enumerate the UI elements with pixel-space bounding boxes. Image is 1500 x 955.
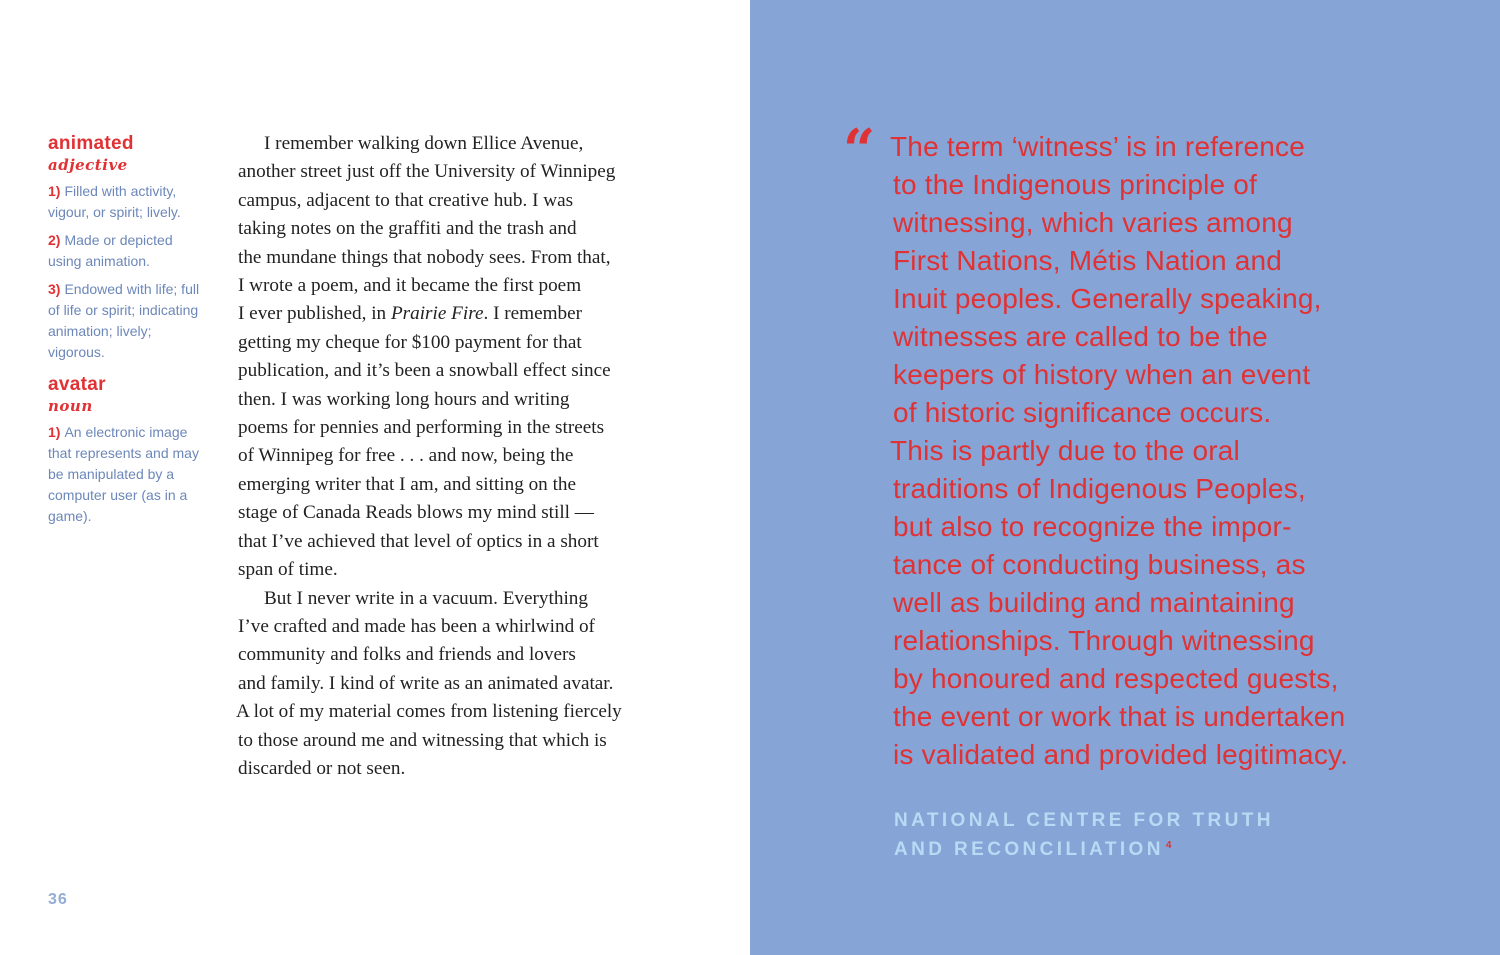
glossary-entry-avatar [48, 374, 208, 527]
body-line: publication, and it’s been a snowball effect since [238, 360, 611, 382]
part-of-speech: adjective [48, 156, 128, 174]
quote-line: is validated and provided legitimacy. [893, 739, 1349, 770]
body-line: and family. I kind of write as an animated avatar. [238, 672, 614, 694]
page-number: 36 [48, 891, 68, 908]
quote-line: Inuit peoples. Generally speaking, [893, 283, 1322, 314]
quote-line: traditions of Indigenous Peoples, [893, 473, 1306, 504]
quote-line: the event or work that is undertaken [893, 701, 1346, 732]
attribution-text: AND RECONCILIATION [894, 839, 1164, 860]
quote-line: First Nations, Métis Nation and [893, 245, 1283, 276]
glossary-sidebar [48, 133, 208, 534]
glossary-term: avatar [48, 374, 106, 395]
attribution-line: NATIONAL CENTRE FOR TRUTH [894, 810, 1274, 831]
quote-line: This is partly due to the oral [890, 435, 1240, 466]
definition [48, 422, 208, 527]
definition-number: 2) [48, 232, 61, 248]
body-line: the mundane things that nobody sees. From that, [238, 246, 611, 268]
quote-attribution [894, 806, 1274, 864]
body-line: stage of Canada Reads blows my mind still — [238, 502, 594, 524]
body-line [238, 300, 668, 328]
body-line: But I never write in a vacuum. Everything [264, 587, 588, 609]
part-of-speech: noun [48, 397, 93, 415]
glossary-term: animated [48, 133, 134, 154]
quote-line: but also to recognize the impor- [893, 511, 1292, 542]
body-line: community and folks and friends and lovers [238, 644, 576, 666]
quote-line: keepers of history when an event [893, 359, 1311, 390]
book-title: Prairie Fire [390, 303, 484, 325]
definition-number: 1) [48, 424, 61, 440]
body-line: getting my cheque for $100 payment for that [238, 331, 582, 353]
body-line: then. I was working long hours and writing [238, 388, 570, 410]
body-line: span of time. [238, 559, 338, 581]
quote-line: The term ‘witness’ is in reference [890, 131, 1306, 162]
body-line: A lot of my material comes from listening fiercely [236, 701, 622, 723]
definition-text: Filled with activity, vigour, or spirit; lively. [48, 183, 181, 220]
quote-line: of historic significance occurs. [893, 397, 1272, 428]
definition [48, 181, 208, 223]
body-line: another street just off the University of Winnipeg [238, 161, 616, 183]
quote-line: relationships. Through witnessing [893, 625, 1315, 656]
body-line: to those around me and witnessing that which is [238, 729, 607, 751]
definition [48, 230, 208, 272]
quote-line: witnessing, which varies among [893, 207, 1293, 238]
body-line: I remember walking down Ellice Avenue, [264, 133, 584, 154]
body-line: campus, adjacent to that creative hub. I was [238, 189, 574, 211]
body-line: poems for pennies and performing in the streets [238, 417, 605, 439]
body-line: I wrote a poem, and it became the first poem [238, 275, 582, 297]
quote-line: well as building and maintaining [893, 587, 1295, 618]
quote-line: to the Indigenous principle of [893, 169, 1258, 200]
body-text [238, 130, 668, 783]
definition-text: Made or depicted using animation. [48, 232, 173, 269]
attribution-line [894, 835, 1274, 864]
body-line: discarded or not seen. [238, 757, 406, 779]
quote-line: witnesses are called to be the [893, 321, 1268, 352]
definition-text: Endowed with life; full of life or spirit; indicating animation; lively; vigorous. [48, 281, 200, 360]
quote-line: tance of conducting business, as [893, 549, 1306, 580]
body-line: taking notes on the graffiti and the trash and [238, 218, 577, 240]
body-line: of Winnipeg for free . . . and now, being the [238, 445, 574, 467]
definition-text: An electronic image that represents and may be manipulated by a computer user (as in a game). [48, 424, 199, 524]
body-text-run: I ever published, in [238, 303, 391, 325]
body-line: emerging writer that I am, and sitting on the [238, 473, 577, 495]
glossary-entry-animated [48, 133, 208, 363]
body-line: I’ve crafted and made has been a whirlwind of [238, 615, 595, 637]
footnote-marker: 4 [1165, 840, 1172, 851]
body-text-run: . I remember [483, 303, 583, 325]
definition-number: 3) [48, 281, 61, 297]
definition [48, 279, 208, 363]
quote-line: by honoured and respected guests, [893, 663, 1339, 694]
quote-mark-icon: “ [843, 117, 876, 183]
pull-quote [890, 128, 1453, 774]
body-line: that I’ve achieved that level of optics in a short [238, 530, 599, 552]
definition-number: 1) [48, 183, 61, 199]
